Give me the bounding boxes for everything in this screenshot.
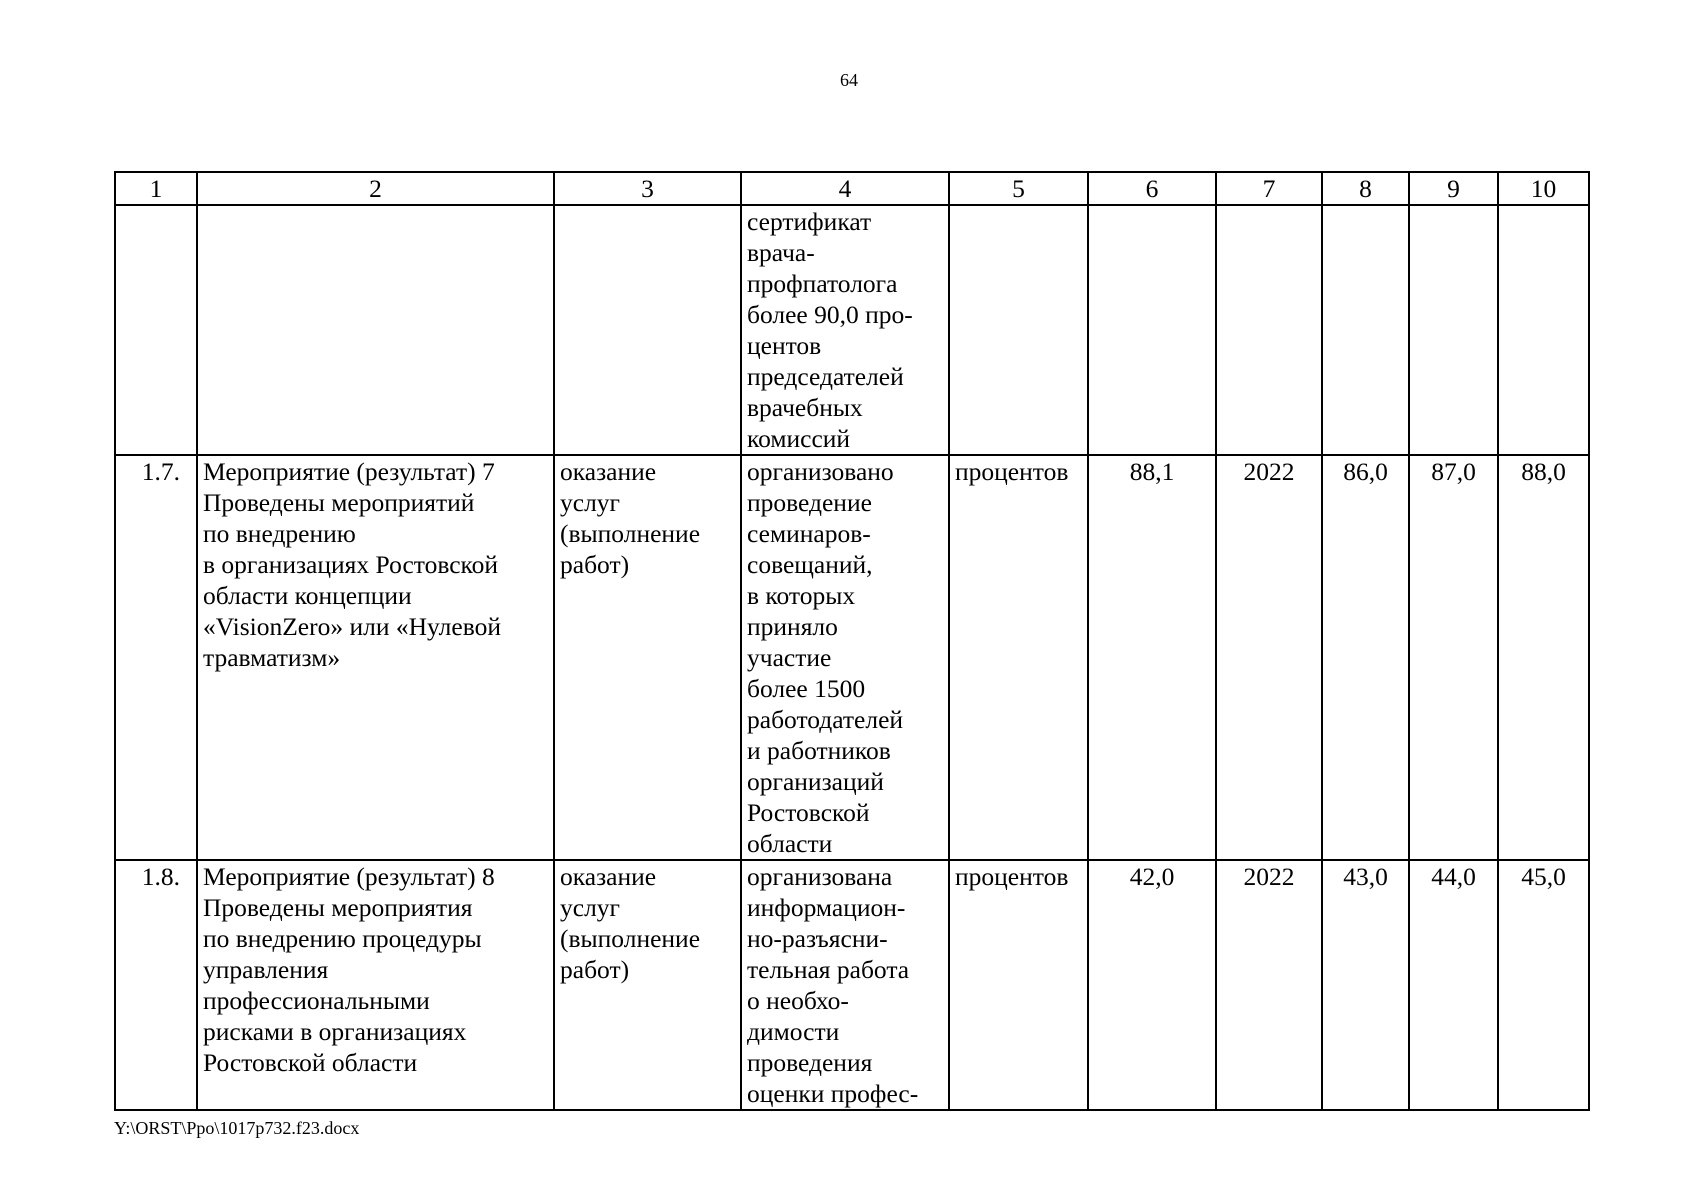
value-cell: 87,0 xyxy=(1409,455,1498,860)
column-header: 9 xyxy=(1409,172,1498,205)
data-table xyxy=(114,171,1590,1111)
characteristic-cell: организовано проведение семинаров- совещаний, в которых приняло участие более 1500 работодателей и работников организаций Ростовской области xyxy=(741,455,949,860)
column-header: 1 xyxy=(115,172,197,205)
value-cell: 44,0 xyxy=(1409,860,1498,1110)
column-header: 5 xyxy=(949,172,1088,205)
unit-cell: процентов xyxy=(949,455,1088,860)
characteristic-cell: организована информацион- но-разъясни- тельная работа о необхо- димости проведения оценки профес- xyxy=(741,860,949,1110)
column-header: 10 xyxy=(1498,172,1589,205)
value-cell: 43,0 xyxy=(1322,860,1409,1110)
value-cell: 88,0 xyxy=(1498,455,1589,860)
type-cell: оказание услуг (выполнение работ) xyxy=(554,860,741,1110)
characteristic-cell: сертификат врача- профпатолога более 90,0 про- центов председателей врачебных комиссий xyxy=(741,205,949,455)
column-header: 4 xyxy=(741,172,949,205)
base-value-cell: 42,0 xyxy=(1088,860,1216,1110)
table-row xyxy=(115,860,1589,1110)
measure-name-cell: Мероприятие (результат) 8 Проведены мероприятия по внедрению процедуры управления профессиональными рисками в организациях Ростовской области xyxy=(197,860,554,1110)
table-row-continuation xyxy=(115,205,1589,455)
column-header: 7 xyxy=(1216,172,1322,205)
value-cell: 45,0 xyxy=(1498,860,1589,1110)
unit-cell: процентов xyxy=(949,860,1088,1110)
column-header: 2 xyxy=(197,172,554,205)
table-row xyxy=(115,455,1589,860)
measure-name-cell: Мероприятие (результат) 7 Проведены мероприятий по внедрению в организациях Ростовской области концепции «VisionZero» или «Нулевой травматизм» xyxy=(197,455,554,860)
value-cell: 86,0 xyxy=(1322,455,1409,860)
row-number: 1.8. xyxy=(115,860,197,1110)
base-year-cell: 2022 xyxy=(1216,455,1322,860)
base-value-cell: 88,1 xyxy=(1088,455,1216,860)
row-number: 1.7. xyxy=(115,455,197,860)
column-header: 3 xyxy=(554,172,741,205)
file-path-footer: Y:\ORST\Ppo\1017p732.f23.docx xyxy=(114,1118,360,1138)
column-header: 6 xyxy=(1088,172,1216,205)
base-year-cell: 2022 xyxy=(1216,860,1322,1110)
page-number: 64 xyxy=(840,70,858,90)
header-row xyxy=(115,172,1589,205)
column-header: 8 xyxy=(1322,172,1409,205)
type-cell: оказание услуг (выполнение работ) xyxy=(554,455,741,860)
